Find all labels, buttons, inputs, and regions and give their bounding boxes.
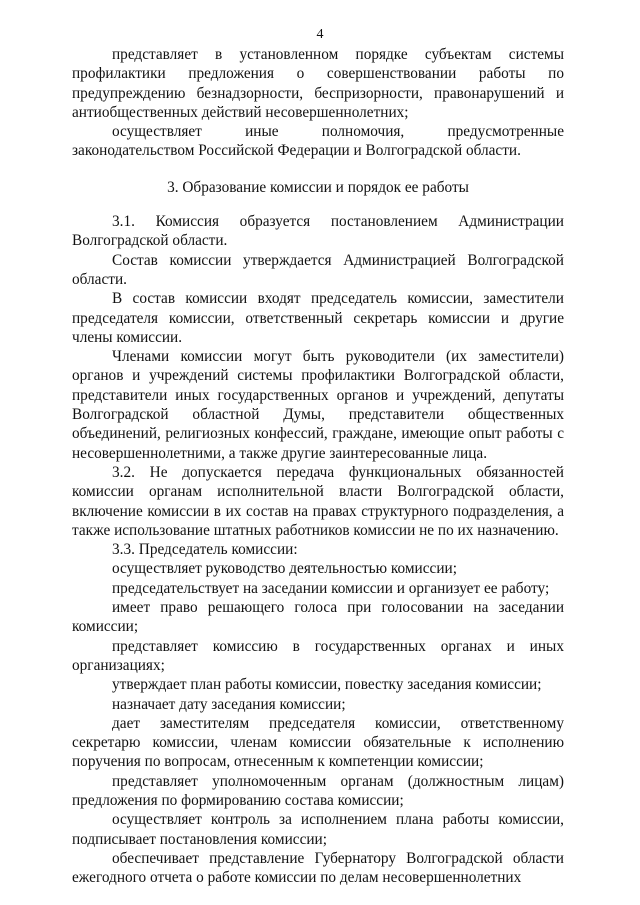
document-body: [72, 45, 564, 887]
page-number: 4: [316, 27, 324, 42]
paragraph: 3.3. Председатель комиссии:: [112, 541, 298, 559]
paragraph: назначает дату заседания комиссии;: [112, 695, 346, 713]
paragraph: осуществляет иные полномочия, предусмотренные законодательством Российской Федерации и Волгоградской области.: [72, 123, 564, 160]
paragraph: В состав комиссии входят председатель комиссии, заместители председателя комиссии, ответственный секретарь комиссии и другие члены комиссии.: [72, 290, 564, 346]
paragraph: осуществляет руководство деятельностью комиссии;: [112, 560, 457, 578]
section-heading: 3. Образование комиссии и порядок ее работы: [167, 178, 469, 196]
paragraph: председательствует на заседании комиссии и организует ее работу;: [112, 579, 550, 597]
paragraph: Членами комиссии могут быть руководители (их заместители) органов и учреждений системы профилактики Волгоградской области, представители иных государственных органов и учреждений, депутаты Волгоградской областной Думы, представители общественных объединений, религиозных конфессий, граждане, имеющие опыт работы с несовершеннолетними, а также другие заинтересованные лица.: [72, 348, 564, 462]
paragraph: 3.2. Не допускается передача функциональных обязанностей комиссии органам исполнительной власти Волгоградской области, включение комиссии в их состав на правах структурного подразделения, а также использование штатных работников комиссии не по их назначению.: [72, 463, 564, 539]
paragraph: представляет комиссию в государственных органах и иных организациях;: [72, 637, 564, 674]
paragraph: имеет право решающего голоса при голосовании на заседании комиссии;: [72, 599, 564, 636]
paragraph: Состав комиссии утверждается Администрацией Волгоградской области.: [72, 251, 564, 288]
paragraph: представляет в установленном порядке субъектам системы профилактики предложения о совершенствовании работы по предупреждению безнадзорности, беспризорности, правонарушений и антиобщественных действий несовершеннолетних;: [72, 46, 564, 121]
paragraph: обеспечивает представление Губернатору Волгоградской области ежегодного отчета о работе комиссии по делам несовершеннолетних: [72, 849, 564, 887]
paragraph: 3.1. Комиссия образуется постановлением Администрации Волгоградской области.: [72, 213, 564, 250]
paragraph: представляет уполномоченным органам (должностным лицам) предложения по формированию состава комиссии;: [72, 772, 564, 809]
paragraph: дает заместителям председателя комиссии, ответственному секретарю комиссии, членам комиссии обязательные к исполнению поручения по вопросам, отнесенным к компетенции комиссии;: [72, 714, 564, 771]
paragraph: утверждает план работы комиссии, повестку заседания комиссии;: [112, 676, 542, 694]
paragraph: осуществляет контроль за исполнением плана работы комиссии, подписывает постановления комиссии;: [72, 811, 564, 848]
